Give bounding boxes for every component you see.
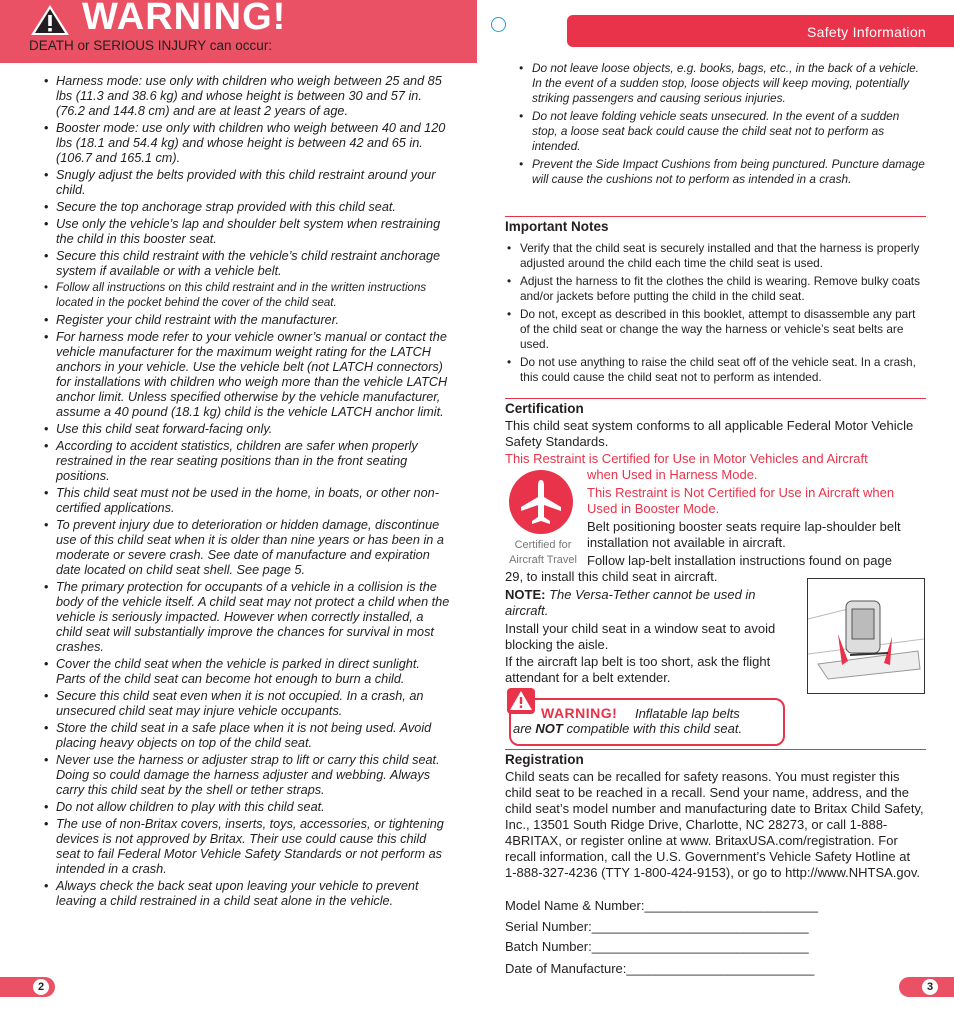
important-notes-heading: Important Notes (505, 216, 926, 234)
note-text: The Versa-Tether cannot be used in aircraft. (505, 587, 756, 618)
list-item: • Register your child restraint with the manufacturer. (40, 313, 452, 328)
list-item: • Secure this child restraint with the vehicle’s child restraint anchorage system if available or with a vehicle belt. (40, 249, 452, 279)
list-item: • Do not use anything to raise the child seat off of the vehicle seat. In a crash, this could cause the child seat not to perform as intended. (505, 355, 925, 385)
certification-intro: This child seat system conforms to all applicable Federal Motor Vehicle Safety Standards. (505, 418, 914, 449)
list-item: • For harness mode refer to your vehicle owner’s manual or contact the vehicle manufacturer for the maximum weight rating for the LATCH anchors in your vehicle. Use the vehicle belt (not LATCH connectors) for installations with children who weigh more than the vehicle LATCH anchor limit. Unless specified otherwise by the vehicle manufacturer, assume a 40 pound (18.1 kg) child is the vehicle LATCH anchor limit. (40, 330, 452, 420)
certified-line-2: when Used in Harness Mode. (587, 467, 758, 482)
list-item: • Booster mode: use only with children who weigh between 40 and 120 lbs (18.1 and 54.4 kg) and whose height is between 42 and 65 in. (106.7 and 165.1 cm). (40, 121, 452, 166)
list-item: • The primary protection for occupants of a vehicle in a collision is the body of the vehicle itself. A child seat may not protect a child when the vehicle is seriously impacted. However when correctly installed, a child seat will substantially improve the chances for survival in most crashes. (40, 580, 452, 655)
certification-heading: Certification (505, 398, 926, 416)
list-item: • Use this child seat forward-facing only. (40, 422, 452, 437)
inline-warning-line-1 (541, 705, 777, 721)
aircraft-caption: Certified for Aircraft Travel (509, 539, 577, 566)
list-item: • Store the child seat in a safe place when it is not being used. Avoid placing heavy objects on top of the child seat. (40, 721, 452, 751)
list-item: • Cover the child seat when the vehicle is parked in direct sunlight. Parts of the child seat can become hot enough to burn a child. (40, 657, 452, 687)
list-item: • This child seat must not be used in the home, in boats, or other non-certified applications. (40, 486, 452, 516)
inline-warning-line-2 (513, 721, 742, 736)
section-tab-label: Safety Information (806, 24, 926, 40)
page-number-right: 3 (922, 979, 938, 995)
inline-warning-bold: NOT (535, 721, 563, 736)
registration-body: Child seats can be recalled for safety reasons. You must register this child seat to be reached in a recall. Send your name, address, and the child seat’s model number and manufacturing date to Britax Child Safety, Inc., 13501 South Ridge Drive, Charlotte, NC 28273, or call 1-888-4BRITAX, or register online at www. BritaxUSA.com/registration. For recall information, call the U.S. Government’s Vehicle Safety Hotline at 1-888-327-4236 (TTY 1-800-424-9153), or go to http://www.NHTSA.gov. (505, 769, 924, 880)
list-item: • Prevent the Side Impact Cushions from being punctured. Puncture damage will cause the cushions not to perform as intended in a crash. (517, 157, 927, 187)
right-page (477, 0, 954, 1011)
lap-belt-line-2: 29, to install this child seat in aircraft. (505, 569, 718, 584)
list-item: • Do not leave folding vehicle seats unsecured. In the event of a sudden stop, a loose seat back could cause the child seat not to perform as intended. (517, 109, 927, 154)
registration-heading: Registration (505, 749, 926, 767)
versa-tether-note (505, 587, 795, 619)
model-field: Model Name & Number:________________________ (505, 898, 818, 913)
belt-extender-text: If the aircraft lap belt is too short, ask the flight attendant for a belt extender. (505, 654, 771, 685)
list-item: • Do not allow children to play with this child seat. (40, 800, 452, 815)
page-number-tab-right (899, 977, 954, 997)
not-certified-text: This Restraint is Not Certified for Use in Aircraft when Used in Booster Mode. (587, 485, 895, 516)
list-item: • Never use the harness or adjuster strap to lift or carry this child seat. Doing so could damage the harness adjuster and webbing. Always carry this child seat by the shell or tether straps. (40, 753, 452, 798)
registration-mark-icon (491, 17, 506, 32)
batch-field: Batch Number:______________________________ (505, 939, 809, 954)
list-item: • Follow all instructions on this child restraint and in the written instructions located in the pocket behind the cover of the child seat. (40, 281, 452, 311)
list-item: • Verify that the child seat is securely installed and that the harness is properly adjusted around the child each time the child seat is used. (505, 241, 925, 271)
warning-list (40, 74, 452, 911)
aircraft-seat-illustration (807, 578, 925, 694)
warning-subtitle: DEATH or SERIOUS INJURY can occur: (29, 38, 273, 53)
list-item: • Always check the back seat upon leaving your vehicle to prevent leaving a child restrained in a child seat alone in the vehicle. (40, 879, 452, 909)
booster-note: Belt positioning booster seats require lap-shoulder belt installation not available in aircraft. (587, 519, 901, 550)
list-item: • Use only the vehicle’s lap and shoulder belt system when restraining the child in this booster seat. (40, 217, 452, 247)
window-seat-text: Install your child seat in a window seat to avoid blocking the aisle. (505, 621, 776, 652)
warning-title: WARNING! (82, 0, 287, 38)
important-notes-list (505, 241, 925, 388)
list-item: • The use of non-Britax covers, inserts, toys, accessories, or tightening devices is not approved by Britax. Their use could cause this child seat to fail Federal Motor Vehicle Safety Standards or not perform as intended in a crash. (40, 817, 452, 877)
list-item: • Do not, except as described in this booklet, attempt to disassemble any part of the child seat or change the way the harness or vehicle’s seat belts are used. (505, 307, 925, 352)
inline-warning-text: Inflatable lap belts (634, 706, 740, 721)
list-item: • Adjust the harness to fit the clothes the child is wearing. Remove bulky coats and/or jackets before putting the child in the child seat. (505, 274, 925, 304)
date-field: Date of Manufacture:__________________________ (505, 961, 815, 976)
list-item: • To prevent injury due to deterioration or hidden damage, discontinue use of this child seat when it is older than nine years or has been in a moderate or severe crash. See date of manufacture and expiration date located on child seat shell. See page 5. (40, 518, 452, 578)
section-tab (567, 15, 954, 47)
list-item: • Harness mode: use only with children who weigh between 25 and 85 lbs (11.3 and 38.6 kg) and whose height is between 30 and 57 in. (76.2 and 144.8 cm) and are at least 2 years of age. (40, 74, 452, 119)
note-label: NOTE: (505, 587, 546, 602)
list-item: • Secure this child seat even when it is not occupied. In a crash, an unsecured child seat may injure vehicle occupants. (40, 689, 452, 719)
lap-belt-line-1: Follow lap-belt installation instructions found on page (587, 553, 892, 568)
inline-warning-label: WARNING! (541, 705, 618, 721)
list-item: • Do not leave loose objects, e.g. books, bags, etc., in the back of a vehicle. In the event of a sudden stop, loose objects will keep moving, potentially striking passengers and causing serious injuries. (517, 61, 927, 106)
list-item: • Snugly adjust the belts provided with this child restraint around your child. (40, 168, 452, 198)
list-item: • Secure the top anchorage strap provided with this child seat. (40, 200, 452, 215)
warning-triangle-icon (30, 4, 70, 36)
warning-triangle-icon (507, 688, 535, 714)
inline-warning-post: compatible with this child seat. (566, 721, 743, 736)
certified-line-1: This Restraint is Certified for Use in Motor Vehicles and Aircraft (505, 451, 868, 466)
serial-field: Serial Number:______________________________ (505, 919, 809, 934)
page-number-left: 2 (33, 979, 49, 995)
list-item: • According to accident statistics, children are safer when properly restrained in the rear seating positions than in the front seating positions. (40, 439, 452, 484)
page-number-tab-left (0, 977, 55, 997)
safety-list-continued (517, 61, 927, 190)
aircraft-icon (509, 470, 573, 534)
inline-warning-pre: are (513, 721, 532, 736)
warning-header (0, 0, 477, 63)
